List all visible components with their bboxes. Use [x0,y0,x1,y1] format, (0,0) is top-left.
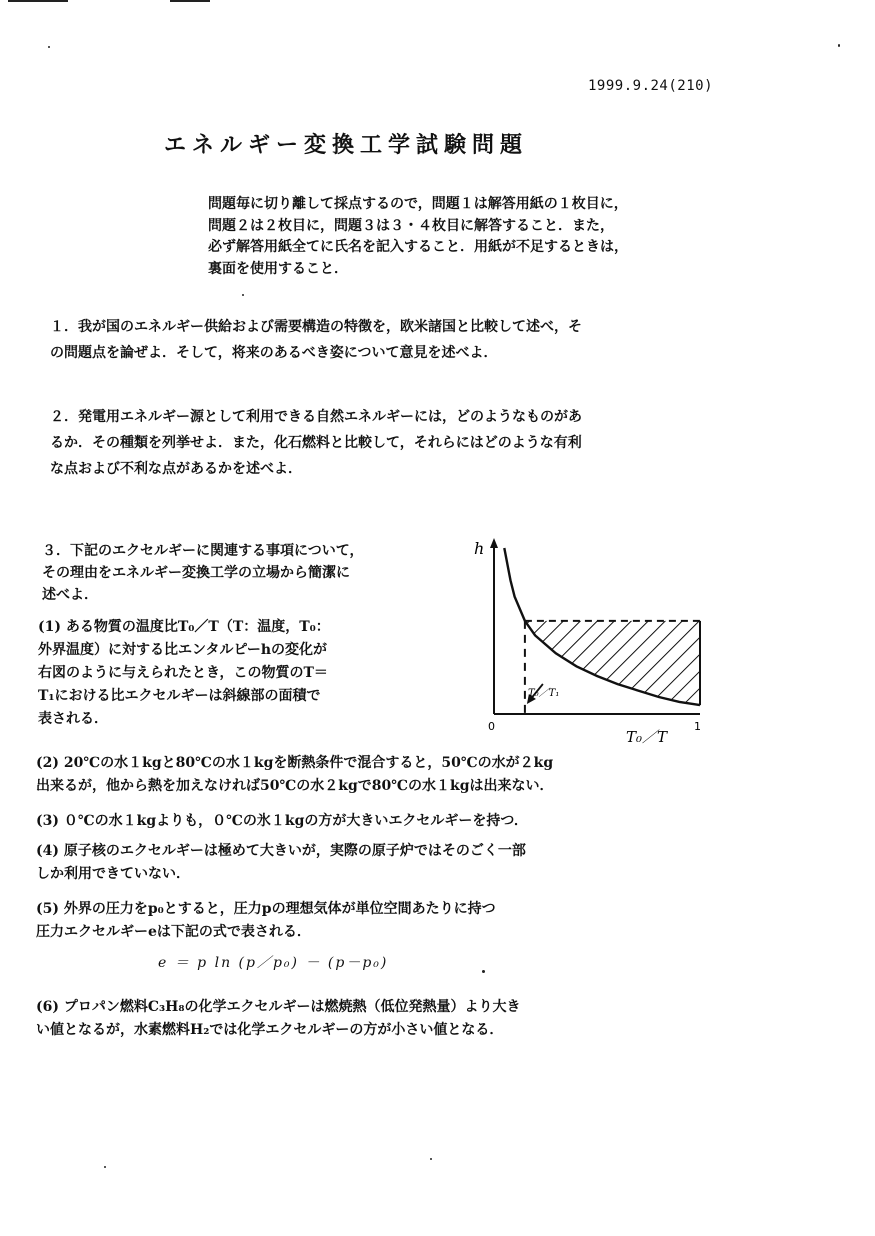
instruction-line: 必ず解答用紙全てに氏名を記入すること．用紙が不足するときは， [208,239,628,255]
item-3-line: (3) ０℃の水１kgよりも，０℃の氷１kgの方が大きいエクセルギーを持つ． [36,813,528,829]
scan-speck [242,294,244,296]
x-tick-1: 1 [694,720,701,733]
scan-speck [170,0,210,2]
x-axis-label: T₀／T [626,728,668,746]
exergy-formula: e ＝ p ln (p／p₀) － (p－p₀) [158,955,389,971]
question-3-item-2 [36,752,716,798]
question-3-intro [42,540,472,606]
item-6-line: (6) プロパン燃料C₃H₈の化学エクセルギーは燃焼熱（低位発熱量）より大き [36,999,521,1015]
instructions [208,194,718,280]
question-1-line: の問題点を論ぜよ．そして，将来のあるべき姿について意見を述べよ． [50,345,498,361]
question-2-line: な点および不利な点があるかを述べよ． [50,461,302,477]
item-2-line: (2) 20℃の水１kgと80℃の水１kgを断熱条件で混合すると，50℃の水が２kg [36,755,554,771]
item-1-line: 外界温度）に対する比エンタルピーhの変化が [38,642,328,658]
x-tick-0: 0 [488,720,495,733]
question-3-line: ３．下記のエクセルギーに関連する事項について， [42,543,364,559]
exam-date: 1999.9.24(210) [588,78,714,94]
scan-speck [430,1158,432,1160]
scan-speck [482,970,485,973]
item-1-line: T₁における比エクセルギーは斜線部の面積で [38,688,321,704]
question-2-line: ２．発電用エネルギー源として利用できる自然エネルギーには，どのようなものがあ [50,409,582,425]
question-3-item-3 [36,810,716,833]
item-4-line: しか利用できていない． [36,866,190,882]
question-2 [50,404,710,482]
y-axis-arrow [490,538,498,548]
item-5-line: (5) 外界の圧力をp₀とすると，圧力pの理想気体が単位空間あたりに持つ [36,901,496,917]
question-3-item-6 [36,996,716,1042]
item-4-line: (4) 原子核のエクセルギーは極めて大きいが，実際の原子炉ではそのごく一部 [36,843,526,859]
instruction-line: 問題２は２枚目に，問題３は３・４枚目に解答すること．また， [208,217,614,234]
instruction-line: 裏面を使用すること． [208,260,348,277]
item-1-line: 表される． [38,711,108,727]
question-1-line: １．我が国のエネルギー供給および需要構造の特徴を，欧米諸国と比較して述べ，そ [50,319,582,335]
scan-speck [104,1166,106,1168]
y-axis-label: h [474,539,485,558]
question-3-item-5 [36,898,716,944]
scan-speck [838,44,840,47]
item-2-line: 出来るが，他から熱を加えなければ50℃の水２kgで80℃の水１kgは出来ない． [36,778,554,794]
question-3-item-1 [38,616,438,731]
question-1 [50,314,710,366]
question-3-item-4 [36,840,716,886]
question-3-line: 述べよ． [42,587,98,603]
item-6-line: い値となるが，水素燃料H₂では化学エクセルギーの方が小さい値となる． [36,1022,504,1038]
item-5-line: 圧力エクセルギーeは下記の式で表される． [36,924,311,940]
page-title: エネルギー変換工学試験問題 [164,133,529,158]
item-1-line: 右図のように与えられたとき，この物質のT＝ [38,665,328,681]
annotation-label: T₀／T₁ [528,688,560,699]
scan-speck [48,46,50,48]
question-3-line: その理由をエネルギー変換工学の立場から簡潔に [42,565,350,581]
scan-speck [8,0,68,2]
item-1-line: (1) ある物質の温度比T₀／T（T：温度，T₀： [38,619,330,635]
instruction-line: 問題毎に切り離して採点するので，問題１は解答用紙の１枚目に， [208,196,628,212]
enthalpy-chart [474,536,718,772]
question-2-line: るか．その種類を列挙せよ．また，化石燃料と比較して，それらにはどのような有利 [50,435,582,451]
